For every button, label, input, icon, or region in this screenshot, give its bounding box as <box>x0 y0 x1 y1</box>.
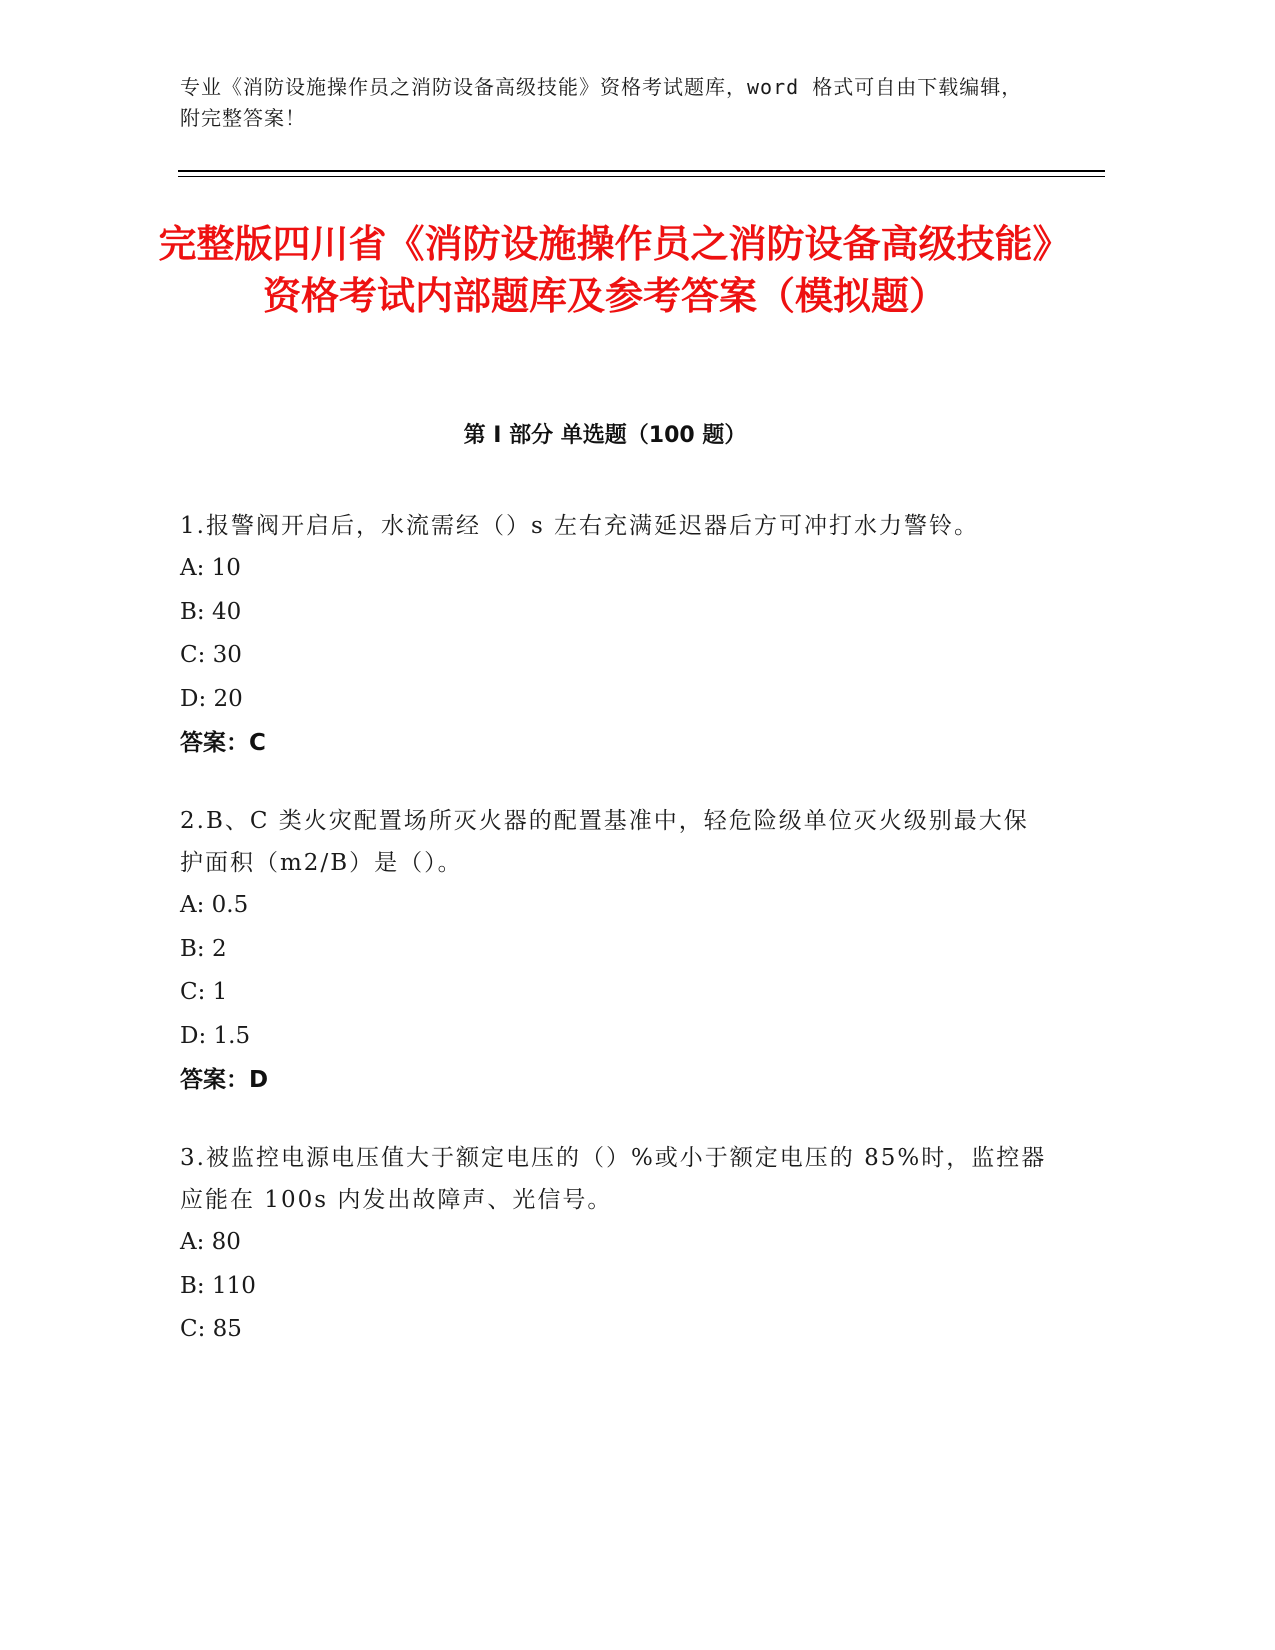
option-c: C: 85 <box>180 1316 242 1342</box>
question-1 <box>180 505 1050 765</box>
option-a: A: 10 <box>180 555 241 581</box>
section-heading: 第 I 部分 单选题（100 题） <box>463 423 747 448</box>
option-b: B: 110 <box>180 1272 256 1299</box>
question-stem: 3.被监控电源电压值大于额定电压的（）%或小于额定电压的 85%时，监控器应能在 100s 内发出故障声、光信号。 <box>180 1145 1047 1213</box>
question-3 <box>180 1137 1050 1352</box>
answer-line: 答案：C <box>180 730 266 756</box>
question-2 <box>180 800 1050 1102</box>
question-list <box>180 505 1050 1387</box>
option-b: B: 40 <box>180 598 242 625</box>
question-stem: 1.报警阀开启后，水流需经（）s 左右充满延迟器后方可冲打水力警铃。 <box>180 513 980 539</box>
header-divider-thin <box>178 176 1105 177</box>
header-divider <box>178 170 1105 172</box>
header-note: 专业《消防设施操作员之消防设备高级技能》资格考试题库，word 格式可自由下载编辑，附完整答案！ <box>180 75 1023 130</box>
option-c: C: 30 <box>180 642 242 668</box>
answer-line: 答案：D <box>180 1067 269 1093</box>
option-b: B: 2 <box>180 935 227 962</box>
option-c: C: 1 <box>180 979 228 1005</box>
option-a: A: 80 <box>180 1229 241 1255</box>
option-d: D: 1.5 <box>180 1022 251 1049</box>
document-title: 完整版四川省《消防设施操作员之消防设备高级技能》资格考试内部题库及参考答案（模拟题） <box>158 222 1052 318</box>
question-stem: 2.B、C 类火灾配置场所灭火器的配置基准中，轻危险级单位灭火级别最大保护面积（m2/B）是（）。 <box>180 808 1029 876</box>
option-a: A: 0.5 <box>180 892 249 918</box>
option-d: D: 20 <box>180 685 243 712</box>
